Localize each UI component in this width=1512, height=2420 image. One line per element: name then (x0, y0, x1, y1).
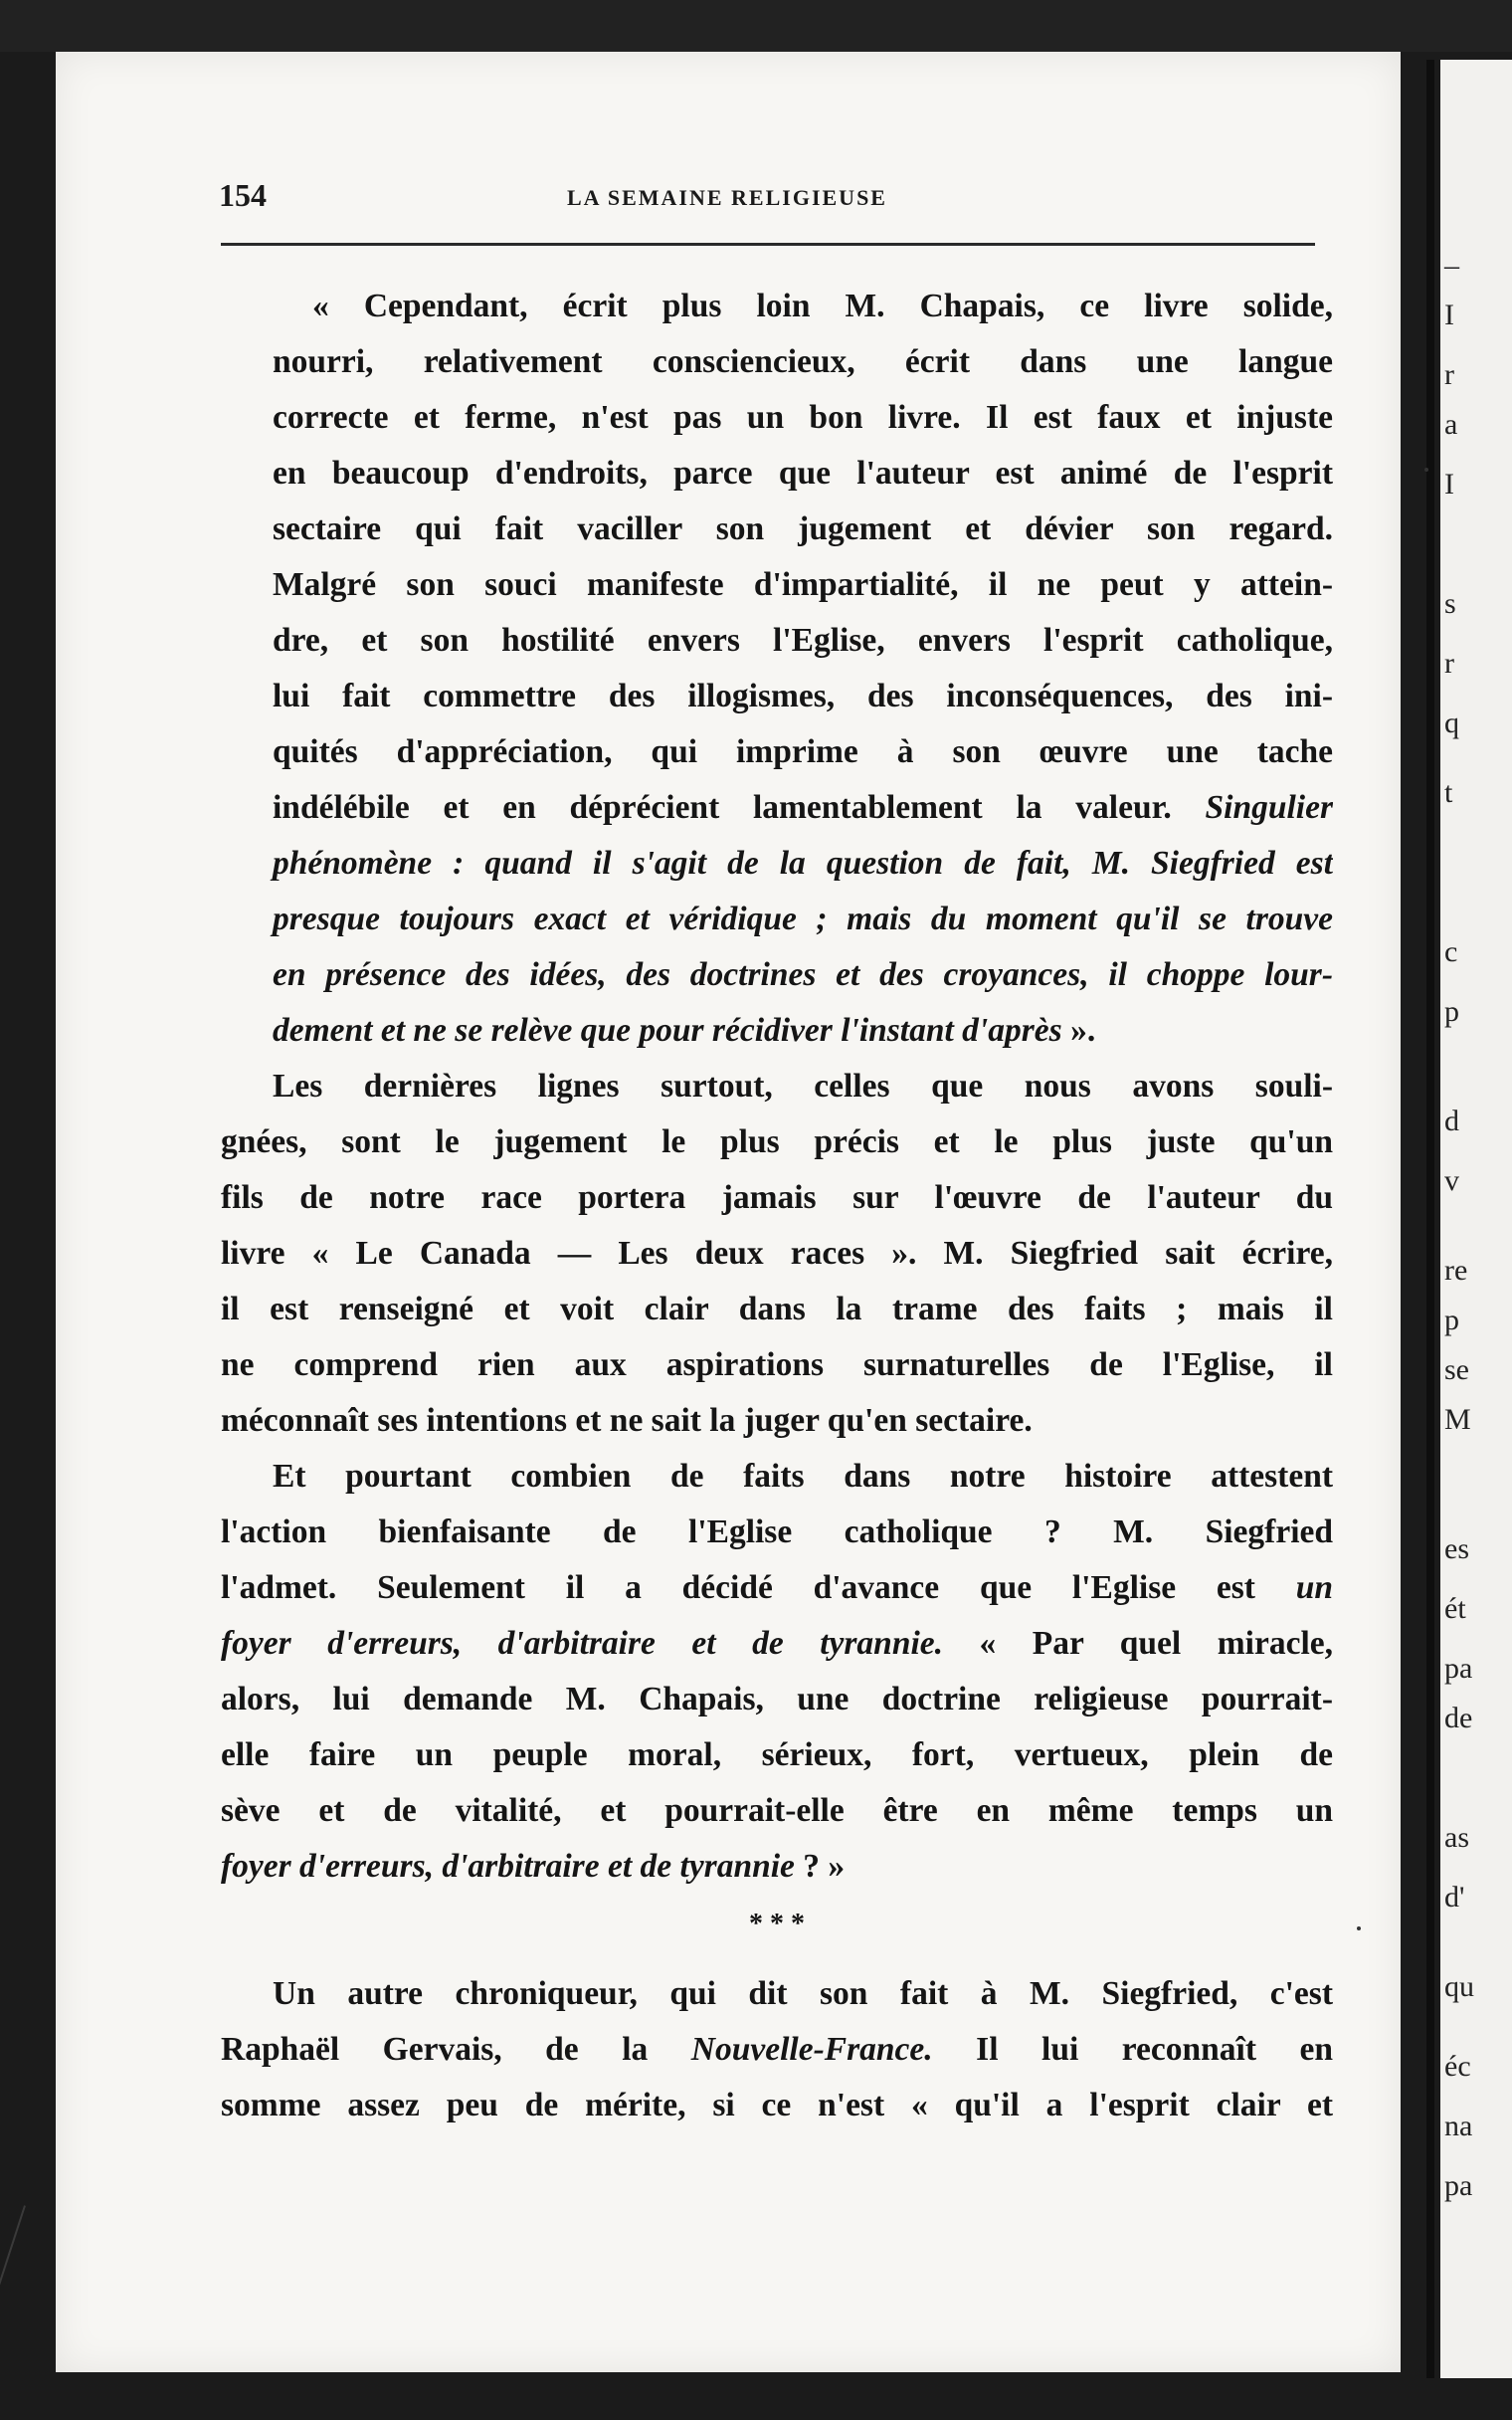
italic-text: foyer d'erreurs, d'arbitraire et de tyrannie (221, 1848, 795, 1885)
adjacent-page-fragment: r (1444, 647, 1454, 680)
text-line: il est renseigné et voit clair dans la trame des faits ; mais il (221, 1291, 1333, 1327)
header-rule (221, 243, 1315, 246)
text-line: elle faire un peuple moral, sérieux, fort, vertueux, plein de (221, 1736, 1333, 1773)
page-number: 154 (219, 177, 267, 213)
asterism: * * * (749, 1909, 805, 1939)
section-break (221, 1895, 1333, 1966)
text-line: Un autre chroniqueur, qui dit son fait à M. Siegfried, c'est (273, 1975, 1333, 2012)
running-title: LA SEMAINE RELIGIEUSE (567, 185, 887, 210)
italic-text: Singulier (1205, 789, 1333, 826)
adjacent-page-fragment: – (1444, 249, 1459, 282)
adjacent-page-fragment: es (1444, 1532, 1469, 1565)
text-line: sève et de vitalité, et pourrait-elle être en même temps un (221, 1792, 1333, 1829)
adjacent-page-fragment: pa (1444, 1652, 1473, 1685)
text-line: somme assez peu de mérite, si ce n'est « qu'il a l'esprit clair et (221, 2087, 1333, 2123)
book-gutter (1426, 60, 1434, 2378)
text-line: livre « Le Canada — Les deux races ». M. Siegfried sait écrire, (221, 1235, 1333, 1272)
page-header (219, 177, 1318, 217)
text-line: Et pourtant combien de faits dans notre histoire attestent (273, 1458, 1333, 1495)
adjacent-page-fragment: qu (1444, 1970, 1474, 2003)
text-line: en beaucoup d'endroits, parce que l'auteur est animé de l'esprit (273, 455, 1333, 492)
adjacent-page-fragment: d' (1444, 1881, 1465, 1914)
text-line: dre, et son hostilité envers l'Eglise, envers l'esprit catholique, (273, 622, 1333, 659)
adjacent-page-fragment: a (1444, 408, 1458, 441)
adjacent-page-fragment: re (1444, 1254, 1468, 1287)
adjacent-page-fragment: p (1444, 1304, 1459, 1336)
adjacent-page-fragment: ét (1444, 1592, 1466, 1625)
italic-text: foyer d'erreurs, d'arbitraire et de tyrannie. (221, 1625, 943, 1662)
text-line: quités d'appréciation, qui imprime à son œuvre une tache (273, 733, 1333, 770)
adjacent-page-edge (1440, 60, 1512, 2378)
italic-text: un (1295, 1569, 1333, 1606)
adjacent-page-fragment: q (1444, 706, 1459, 739)
paragraph-quote-chapais (221, 279, 1333, 1059)
italic-text: Nouvelle-France. (690, 2031, 933, 2068)
text-line: Malgré son souci manifeste d'impartialité, il ne peut y attein- (273, 566, 1333, 603)
italic-line: phénomène : quand il s'agit de la question de fait, M. Siegfried est (273, 845, 1333, 882)
text-line: correcte et ferme, n'est pas un bon livre. Il est faux et injuste (273, 399, 1333, 436)
roman-text: « Par quel miracle, (979, 1625, 1333, 1662)
adjacent-page-fragment: c (1444, 935, 1458, 968)
adjacent-page-fragment: as (1444, 1821, 1469, 1854)
body-text (221, 279, 1333, 2133)
paragraph-commentary (221, 1059, 1333, 1449)
roman-text: indélébile et en déprécient lamentablement la valeur. (273, 789, 1172, 826)
adjacent-page-fragment: t (1444, 776, 1453, 809)
paragraph-gervais (221, 1966, 1333, 2133)
text-line: lui fait commettre des illogismes, des inconséquences, des ini- (273, 678, 1333, 714)
adjacent-page-fragment: s (1444, 587, 1456, 620)
adjacent-page-fragment: de (1444, 1702, 1473, 1734)
text-line (221, 780, 1333, 836)
text-line: « Cependant, écrit plus loin M. Chapais, ce livre solide, (312, 288, 1333, 324)
text-line (221, 2022, 1333, 2078)
text-line: ne comprend rien aux aspirations surnaturelles de l'Eglise, il (221, 1346, 1333, 1383)
print-speck (1424, 468, 1428, 472)
scan-background (0, 0, 1512, 52)
text-line: alors, lui demande M. Chapais, une doctrine religieuse pourrait- (221, 1681, 1333, 1717)
italic-text: dement et ne se relève que pour récidiver l'instant d'après (273, 1012, 1062, 1049)
text-line (221, 1560, 1333, 1616)
text-line (221, 1003, 1333, 1059)
roman-text: ? » (794, 1848, 846, 1885)
text-line (221, 1616, 1333, 1672)
roman-text: l'admet. Seulement il a décidé d'avance que l'Eglise est (221, 1569, 1255, 1606)
margin-pencil-mark (0, 2205, 64, 2322)
text-line: méconnaît ses intentions et ne sait la juger qu'en sectaire. (221, 1402, 1033, 1439)
adjacent-page-fragment: M (1444, 1403, 1471, 1436)
adjacent-page-fragment: d (1444, 1105, 1459, 1137)
text-line: gnées, sont le jugement le plus précis et le plus juste qu'un (221, 1123, 1333, 1160)
adjacent-page-fragment: I (1444, 299, 1454, 331)
adjacent-page-fragment: v (1444, 1164, 1459, 1197)
adjacent-page-fragment: pa (1444, 2169, 1473, 2202)
text-line: sectaire qui fait vaciller son jugement et dévier son regard. (273, 510, 1333, 547)
roman-text: Raphaël Gervais, de la (221, 2031, 649, 2068)
text-line (221, 1839, 1333, 1895)
adjacent-page-fragment: I (1444, 468, 1454, 501)
text-line: fils de notre race portera jamais sur l'œuvre de l'auteur du (221, 1179, 1333, 1216)
italic-line: en présence des idées, des doctrines et des croyances, il choppe lour- (273, 956, 1333, 993)
text-line: Les dernières lignes surtout, celles que nous avons souli- (273, 1068, 1333, 1105)
adjacent-page-fragment: se (1444, 1353, 1469, 1386)
text-line: nourri, relativement consciencieux, écrit dans une langue (273, 343, 1333, 380)
adjacent-page-fragment: na (1444, 2110, 1473, 2142)
italic-line: presque toujours exact et véridique ; mais du moment qu'il se trouve (273, 901, 1333, 937)
adjacent-page-fragment: éc (1444, 2050, 1471, 2083)
roman-text: ». (1061, 1012, 1096, 1049)
paragraph-church-action (221, 1449, 1333, 1895)
roman-text: Il lui reconnaît en (976, 2031, 1333, 2068)
adjacent-page-fragment: p (1444, 995, 1459, 1028)
text-line: l'action bienfaisante de l'Eglise catholique ? M. Siegfried (221, 1513, 1333, 1550)
print-speck (1357, 1926, 1361, 1930)
adjacent-page-fragment: r (1444, 358, 1454, 391)
